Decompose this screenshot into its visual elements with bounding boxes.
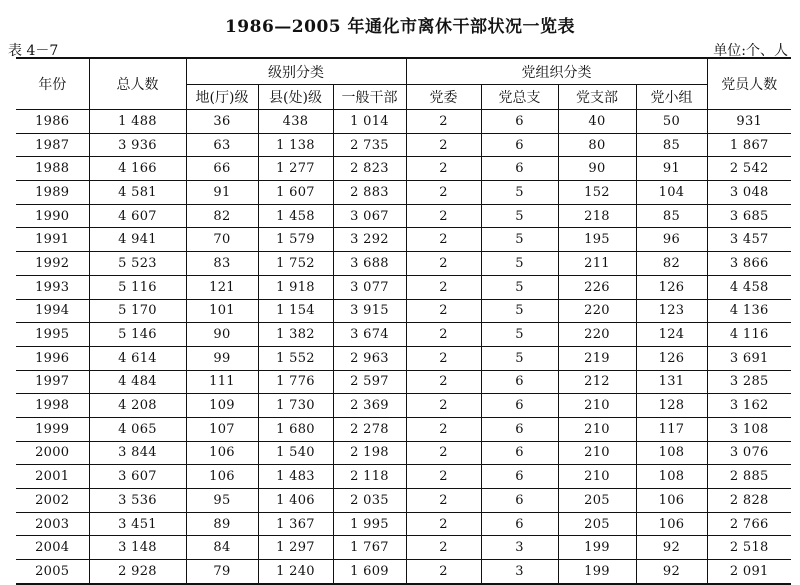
header-members: 党员人数 (707, 58, 791, 110)
cell-party-committee: 2 (406, 275, 481, 299)
cell-members: 3 048 (707, 181, 791, 205)
cell-rank-general: 1 014 (333, 110, 406, 134)
table-row (16, 560, 791, 584)
cell-rank-general: 2 963 (333, 346, 406, 370)
cell-rank-county: 1 297 (258, 536, 333, 560)
cell-party-general-branch: 5 (481, 323, 558, 347)
cell-rank-prefecture: 99 (186, 346, 258, 370)
cell-rank-county: 1 277 (258, 157, 333, 181)
cell-total: 4 208 (89, 394, 186, 418)
cell-party-general-branch: 3 (481, 536, 558, 560)
table-row (16, 394, 791, 418)
cell-party-small-group: 92 (636, 560, 707, 584)
cell-party-committee: 2 (406, 417, 481, 441)
header-party-branch: 党支部 (558, 85, 636, 110)
cell-year: 2005 (16, 560, 89, 584)
cell-party-committee: 2 (406, 465, 481, 489)
cell-members: 931 (707, 110, 791, 134)
cell-rank-county: 1 382 (258, 323, 333, 347)
cell-party-committee: 2 (406, 536, 481, 560)
table-row (16, 370, 791, 394)
cell-party-small-group: 123 (636, 299, 707, 323)
cell-members: 2 518 (707, 536, 791, 560)
cell-members: 2 885 (707, 465, 791, 489)
cell-rank-general: 2 118 (333, 465, 406, 489)
cell-members: 1 867 (707, 133, 791, 157)
header-rank-prefecture: 地(厅)级 (186, 85, 258, 110)
cell-party-committee: 2 (406, 370, 481, 394)
cell-members: 4 458 (707, 275, 791, 299)
cell-total: 4 581 (89, 181, 186, 205)
cell-year: 1988 (16, 157, 89, 181)
table-row (16, 181, 791, 205)
cell-year: 1986 (16, 110, 89, 134)
cell-year: 1997 (16, 370, 89, 394)
cell-party-general-branch: 5 (481, 252, 558, 276)
cell-party-general-branch: 6 (481, 465, 558, 489)
cell-party-committee: 2 (406, 299, 481, 323)
cell-rank-county: 1 776 (258, 370, 333, 394)
cell-party-small-group: 82 (636, 252, 707, 276)
cell-total: 3 936 (89, 133, 186, 157)
cell-party-branch: 219 (558, 346, 636, 370)
cell-rank-general: 2 369 (333, 394, 406, 418)
cell-rank-prefecture: 66 (186, 157, 258, 181)
cell-rank-prefecture: 109 (186, 394, 258, 418)
cell-party-general-branch: 5 (481, 181, 558, 205)
cell-party-small-group: 85 (636, 204, 707, 228)
cell-total: 5 146 (89, 323, 186, 347)
cell-party-branch: 80 (558, 133, 636, 157)
cell-rank-prefecture: 36 (186, 110, 258, 134)
cell-party-committee: 2 (406, 157, 481, 181)
cell-rank-general: 2 278 (333, 417, 406, 441)
cell-members: 3 457 (707, 228, 791, 252)
cell-party-small-group: 131 (636, 370, 707, 394)
cell-rank-general: 3 292 (333, 228, 406, 252)
cell-party-committee: 2 (406, 204, 481, 228)
cell-year: 1996 (16, 346, 89, 370)
cell-total: 3 607 (89, 465, 186, 489)
table-row (16, 252, 791, 276)
cell-rank-general: 3 688 (333, 252, 406, 276)
cell-total: 3 148 (89, 536, 186, 560)
cell-members: 3 866 (707, 252, 791, 276)
cell-members: 3 162 (707, 394, 791, 418)
cell-party-general-branch: 5 (481, 204, 558, 228)
cell-rank-county: 1 406 (258, 489, 333, 513)
cell-party-branch: 210 (558, 465, 636, 489)
cell-total: 4 614 (89, 346, 186, 370)
cell-rank-county: 1 552 (258, 346, 333, 370)
table-row (16, 157, 791, 181)
cell-rank-county: 1 730 (258, 394, 333, 418)
cell-rank-prefecture: 84 (186, 536, 258, 560)
cell-rank-general: 3 674 (333, 323, 406, 347)
cell-rank-prefecture: 63 (186, 133, 258, 157)
cell-year: 1992 (16, 252, 89, 276)
cell-total: 4 607 (89, 204, 186, 228)
cell-rank-county: 1 367 (258, 512, 333, 536)
cell-party-branch: 199 (558, 536, 636, 560)
cell-party-small-group: 126 (636, 275, 707, 299)
cell-party-branch: 195 (558, 228, 636, 252)
cell-party-small-group: 92 (636, 536, 707, 560)
cell-rank-county: 1 483 (258, 465, 333, 489)
cell-rank-prefecture: 89 (186, 512, 258, 536)
cell-rank-prefecture: 121 (186, 275, 258, 299)
cell-year: 2001 (16, 465, 89, 489)
cell-members: 3 108 (707, 417, 791, 441)
cell-total: 1 488 (89, 110, 186, 134)
cell-rank-general: 3 077 (333, 275, 406, 299)
cell-year: 1998 (16, 394, 89, 418)
header-party-group: 党组织分类 (406, 58, 707, 85)
cell-rank-county: 1 680 (258, 417, 333, 441)
table-row (16, 323, 791, 347)
cell-party-small-group: 91 (636, 157, 707, 181)
cell-rank-prefecture: 107 (186, 417, 258, 441)
cell-party-branch: 211 (558, 252, 636, 276)
cell-members: 2 542 (707, 157, 791, 181)
cell-rank-prefecture: 83 (186, 252, 258, 276)
cell-party-small-group: 117 (636, 417, 707, 441)
cell-rank-general: 2 823 (333, 157, 406, 181)
cell-party-general-branch: 6 (481, 394, 558, 418)
cell-rank-county: 1 240 (258, 560, 333, 584)
cell-party-small-group: 106 (636, 512, 707, 536)
cell-party-branch: 212 (558, 370, 636, 394)
cell-party-general-branch: 6 (481, 157, 558, 181)
cell-rank-prefecture: 91 (186, 181, 258, 205)
cell-party-general-branch: 6 (481, 489, 558, 513)
cell-party-committee: 2 (406, 560, 481, 584)
cell-total: 2 928 (89, 560, 186, 584)
cell-party-general-branch: 6 (481, 441, 558, 465)
cell-party-general-branch: 6 (481, 370, 558, 394)
table-row (16, 417, 791, 441)
cell-party-branch: 220 (558, 299, 636, 323)
cell-rank-prefecture: 106 (186, 465, 258, 489)
cell-rank-county: 1 607 (258, 181, 333, 205)
cell-year: 2002 (16, 489, 89, 513)
cell-total: 4 941 (89, 228, 186, 252)
cell-party-committee: 2 (406, 512, 481, 536)
cell-year: 2003 (16, 512, 89, 536)
cell-members: 4 116 (707, 323, 791, 347)
cell-rank-county: 1 752 (258, 252, 333, 276)
cell-party-general-branch: 6 (481, 417, 558, 441)
cell-rank-prefecture: 82 (186, 204, 258, 228)
cell-members: 2 091 (707, 560, 791, 584)
cell-party-branch: 90 (558, 157, 636, 181)
document-title: 1986—2005 年通化市离休干部状况一览表 (224, 17, 576, 37)
table-row (16, 536, 791, 560)
cell-total: 5 170 (89, 299, 186, 323)
cell-party-committee: 2 (406, 181, 481, 205)
cell-party-branch: 205 (558, 512, 636, 536)
table-row (16, 512, 791, 536)
cell-party-branch: 210 (558, 417, 636, 441)
cell-rank-county: 1 154 (258, 299, 333, 323)
cell-year: 1999 (16, 417, 89, 441)
cell-rank-county: 1 138 (258, 133, 333, 157)
cell-rank-county: 1 918 (258, 275, 333, 299)
cell-party-small-group: 85 (636, 133, 707, 157)
cell-rank-county: 438 (258, 110, 333, 134)
cell-year: 1993 (16, 275, 89, 299)
cell-total: 3 536 (89, 489, 186, 513)
cell-year: 1995 (16, 323, 89, 347)
table-row (16, 204, 791, 228)
table-number: 表 4－7 (8, 43, 59, 59)
cell-rank-general: 2 883 (333, 181, 406, 205)
cell-party-branch: 199 (558, 560, 636, 584)
cell-party-small-group: 128 (636, 394, 707, 418)
header-year: 年份 (16, 58, 89, 110)
cell-rank-general: 2 735 (333, 133, 406, 157)
cell-rank-general: 1 767 (333, 536, 406, 560)
cell-members: 2 828 (707, 489, 791, 513)
cell-party-general-branch: 5 (481, 228, 558, 252)
retired-cadres-table (16, 57, 791, 585)
cell-party-small-group: 108 (636, 465, 707, 489)
cell-members: 3 285 (707, 370, 791, 394)
cell-party-small-group: 124 (636, 323, 707, 347)
cell-rank-general: 2 198 (333, 441, 406, 465)
cell-members: 4 136 (707, 299, 791, 323)
cell-party-general-branch: 5 (481, 275, 558, 299)
cell-party-general-branch: 3 (481, 560, 558, 584)
cell-party-branch: 210 (558, 441, 636, 465)
cell-party-general-branch: 5 (481, 299, 558, 323)
cell-party-branch: 220 (558, 323, 636, 347)
cell-rank-general: 2 597 (333, 370, 406, 394)
cell-rank-prefecture: 70 (186, 228, 258, 252)
cell-party-small-group: 126 (636, 346, 707, 370)
cell-party-branch: 40 (558, 110, 636, 134)
cell-party-small-group: 104 (636, 181, 707, 205)
cell-members: 3 691 (707, 346, 791, 370)
cell-party-small-group: 106 (636, 489, 707, 513)
cell-party-small-group: 108 (636, 441, 707, 465)
cell-rank-prefecture: 111 (186, 370, 258, 394)
table-row (16, 228, 791, 252)
cell-rank-general: 3 067 (333, 204, 406, 228)
table-row (16, 275, 791, 299)
unit-label: 单位:个、人 (713, 43, 788, 59)
cell-year: 2004 (16, 536, 89, 560)
cell-party-branch: 218 (558, 204, 636, 228)
cell-rank-county: 1 540 (258, 441, 333, 465)
table-row (16, 133, 791, 157)
cell-total: 5 523 (89, 252, 186, 276)
cell-party-committee: 2 (406, 346, 481, 370)
cell-rank-general: 2 035 (333, 489, 406, 513)
header-total: 总人数 (89, 58, 186, 110)
cell-party-general-branch: 5 (481, 346, 558, 370)
cell-party-committee: 2 (406, 228, 481, 252)
cell-party-committee: 2 (406, 394, 481, 418)
header-rank-general: 一般干部 (333, 85, 406, 110)
cell-party-branch: 152 (558, 181, 636, 205)
cell-party-committee: 2 (406, 133, 481, 157)
cell-members: 3 076 (707, 441, 791, 465)
header-rank-county: 县(处)级 (258, 85, 333, 110)
cell-rank-county: 1 458 (258, 204, 333, 228)
cell-party-general-branch: 6 (481, 512, 558, 536)
header-party-group-small: 党小组 (636, 85, 707, 110)
cell-year: 1990 (16, 204, 89, 228)
cell-party-branch: 205 (558, 489, 636, 513)
table-row (16, 299, 791, 323)
table-row (16, 110, 791, 134)
cell-total: 4 065 (89, 417, 186, 441)
cell-year: 1989 (16, 181, 89, 205)
cell-total: 3 451 (89, 512, 186, 536)
cell-party-committee: 2 (406, 441, 481, 465)
cell-rank-general: 3 915 (333, 299, 406, 323)
cell-party-general-branch: 6 (481, 133, 558, 157)
cell-total: 3 844 (89, 441, 186, 465)
header-party-committee: 党委 (406, 85, 481, 110)
cell-party-committee: 2 (406, 489, 481, 513)
cell-rank-county: 1 579 (258, 228, 333, 252)
cell-party-small-group: 50 (636, 110, 707, 134)
cell-rank-prefecture: 95 (186, 489, 258, 513)
cell-rank-prefecture: 106 (186, 441, 258, 465)
cell-year: 1987 (16, 133, 89, 157)
cell-party-committee: 2 (406, 323, 481, 347)
header-rank-group: 级别分类 (186, 58, 406, 85)
cell-rank-prefecture: 79 (186, 560, 258, 584)
cell-year: 2000 (16, 441, 89, 465)
cell-year: 1991 (16, 228, 89, 252)
cell-party-small-group: 96 (636, 228, 707, 252)
cell-total: 5 116 (89, 275, 186, 299)
table-row (16, 441, 791, 465)
table-row (16, 489, 791, 513)
cell-party-committee: 2 (406, 110, 481, 134)
table-row (16, 346, 791, 370)
cell-rank-general: 1 609 (333, 560, 406, 584)
cell-total: 4 166 (89, 157, 186, 181)
cell-party-branch: 226 (558, 275, 636, 299)
header-party-general-branch: 党总支 (481, 85, 558, 110)
cell-members: 3 685 (707, 204, 791, 228)
cell-rank-prefecture: 101 (186, 299, 258, 323)
cell-members: 2 766 (707, 512, 791, 536)
cell-year: 1994 (16, 299, 89, 323)
cell-party-committee: 2 (406, 252, 481, 276)
cell-total: 4 484 (89, 370, 186, 394)
cell-rank-prefecture: 90 (186, 323, 258, 347)
table-row (16, 465, 791, 489)
cell-rank-general: 1 995 (333, 512, 406, 536)
cell-party-general-branch: 6 (481, 110, 558, 134)
cell-party-branch: 210 (558, 394, 636, 418)
